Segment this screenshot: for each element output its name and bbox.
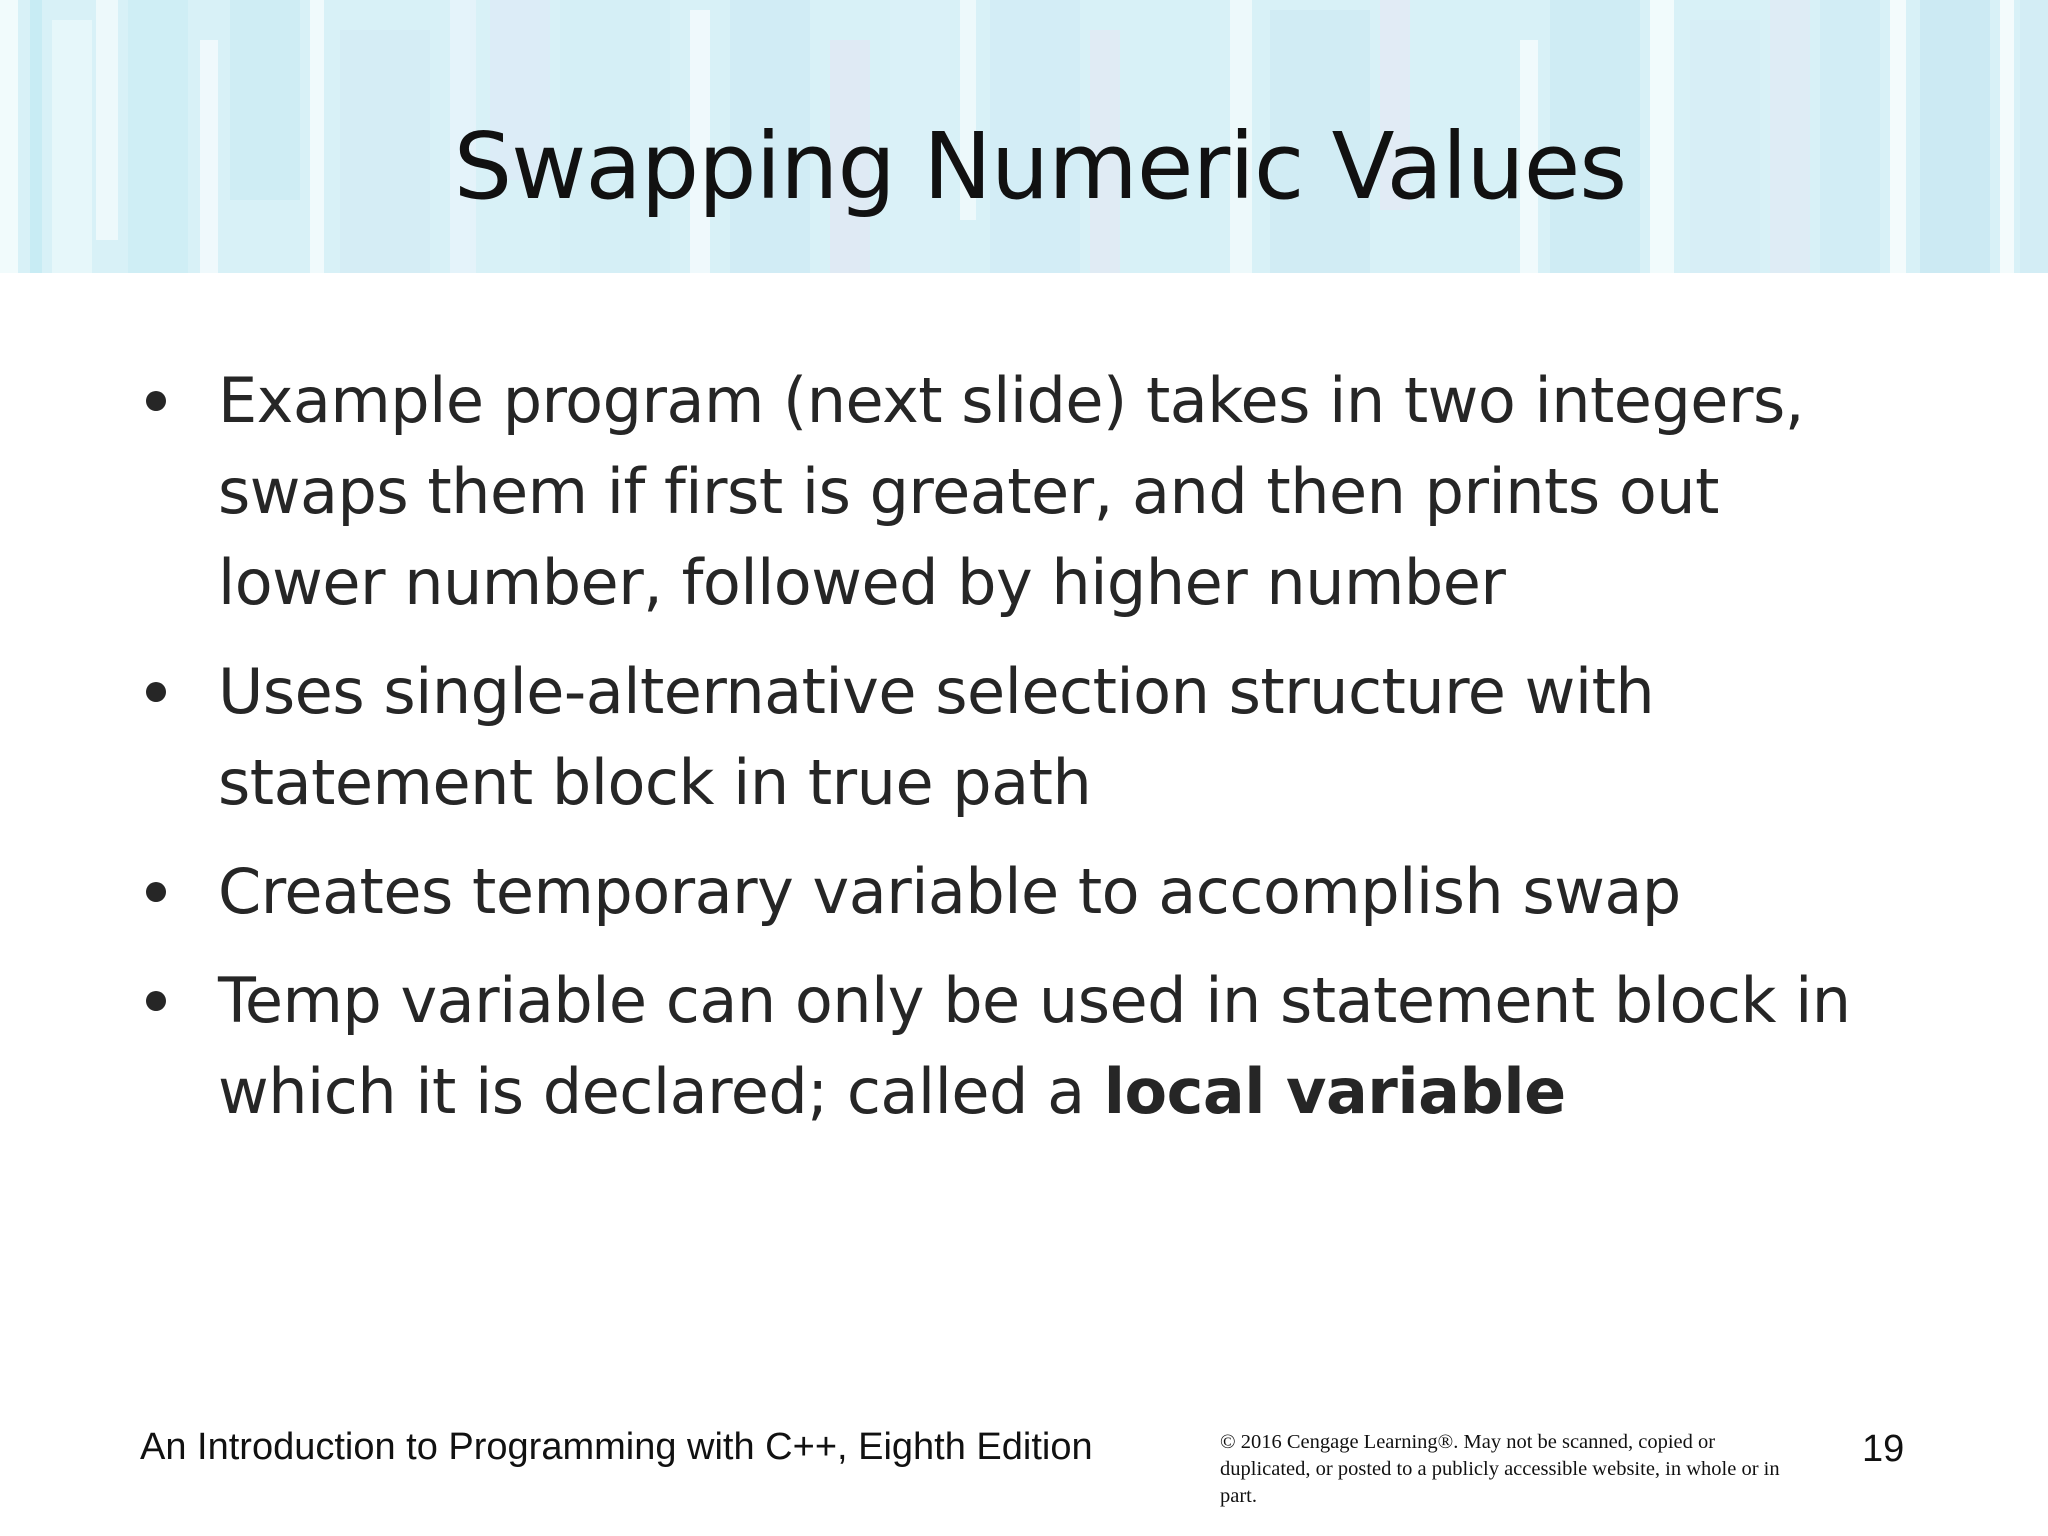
bullet-text: Uses single-alternative selection structure with statement block in true path	[218, 655, 1655, 819]
bullet-dot-icon	[146, 682, 166, 702]
bullet-item	[0, 646, 1878, 828]
bullet-dot-icon	[146, 991, 166, 1011]
bullet-dot-icon	[146, 391, 166, 411]
bullet-text: Creates temporary variable to accomplish swap	[218, 855, 1681, 928]
bullet-text: Temp variable can only be used in statement block in which it is declared; called a	[218, 964, 1851, 1128]
bullet-bold-term: local variable	[1103, 1055, 1566, 1128]
bullet-list	[0, 355, 2048, 1155]
page-number: 19	[1862, 1428, 1905, 1470]
bullet-item	[0, 846, 1878, 937]
footer-copyright: © 2016 Cengage Learning®. May not be scanned, copied or duplicated, or posted to a publicly accessible website, in whole or in part.	[1220, 1431, 1780, 1507]
bullet-text: Example program (next slide) takes in two integers, swaps them if first is greater, and then prints out lower number, followed by higher number	[218, 364, 1804, 619]
bullet-item	[0, 355, 1878, 628]
footer-book-title: An Introduction to Programming with C++, Eighth Edition	[140, 1426, 1093, 1468]
bullet-dot-icon	[146, 882, 166, 902]
slide-title: Swapping Numeric Values	[453, 113, 1627, 220]
bullet-item	[0, 955, 1878, 1137]
